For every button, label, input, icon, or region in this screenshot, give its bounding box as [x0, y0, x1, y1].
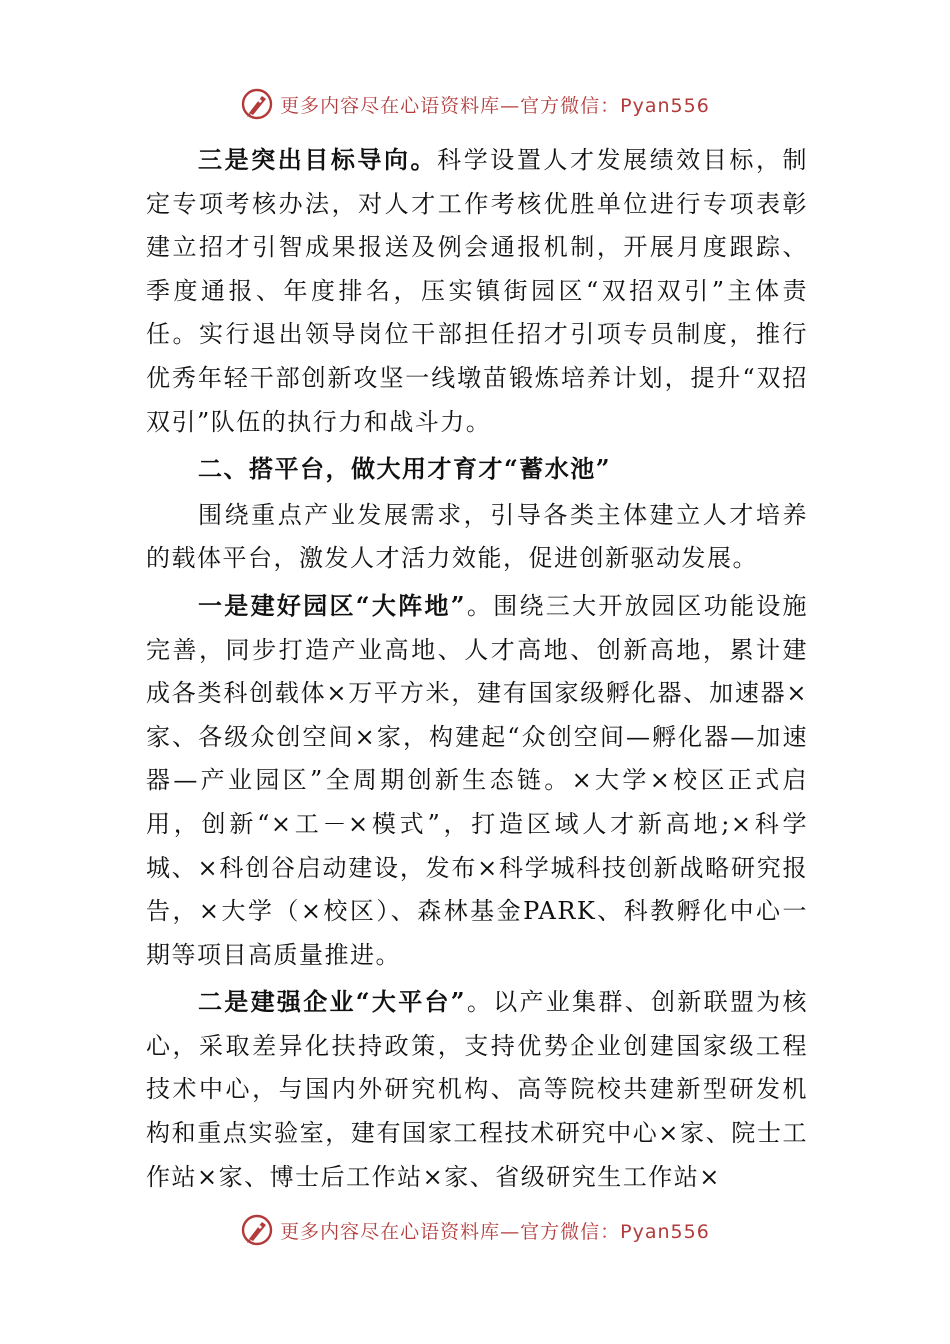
paragraph-lead: 一是建好园区“大阵地”: [198, 590, 467, 620]
section-heading: 二、搭平台，做大用才育才“蓄水池”: [198, 454, 612, 484]
paragraph-text: 。围绕三大开放园区功能设施完善，同步打造产业高地、人才高地、创新高地，累计建成各类科创载体×万平方米，建有国家级孵化器、加速器×家、各级众创空间×家，构建起“众创空间—孵化器—加速器—产业园区”全周期创新生态链。×大学×校区正式启用，创新“×工－×模式”，打造区域人才新高地;×科学城、×科创谷启动建设，发布×科学城科技创新战略研究报告，×大学（×校区）、森林基金PARK、科教孵化中心一期等项目高质量推进。: [146, 591, 809, 969]
paragraph-lead: 二是建强企业“大平台”: [198, 987, 467, 1017]
wechat-id: Pyan556: [620, 1220, 710, 1243]
pen-nib-logo-icon: [240, 1213, 274, 1247]
paragraph-intro: 围绕重点产业发展需求，引导各类主体建立人才培养的载体平台，激发人才活力效能，促进创新驱动发展。: [146, 500, 808, 573]
footer-banner: [0, 1210, 950, 1250]
paragraph-goal-orientation: [146, 138, 808, 444]
pen-nib-logo-icon: [240, 87, 274, 121]
banner-text: 更多内容尽在心语资料库—官方微信：Pyan556: [280, 1220, 710, 1243]
document-body: [146, 138, 808, 1202]
paragraph-text: 科学设置人才发展绩效目标，制定专项考核办法，对人才工作考核优胜单位进行专项表彰建立招才引智成果报送及例会通报机制，开展月度跟踪、季度通报、年度排名，压实镇街园区“双招双引”主体责任。实行退出领导岗位干部担任招才引项专员制度，推行优秀年轻干部创新攻坚一线墩苗锻炼培养计划，提升“双招双引”队伍的执行力和战斗力。: [146, 146, 809, 436]
banner-text: 更多内容尽在心语资料库—官方微信：Pyan556: [280, 94, 710, 117]
paragraph-park: [146, 584, 808, 977]
header-banner: [0, 84, 950, 124]
paragraph-enterprise: [146, 980, 808, 1199]
paragraph-text: 。以产业集群、创新联盟为核心，采取差异化扶持政策，支持优势企业创建国家级工程技术中心，与国内外研究机构、高等院校共建新型研发机构和重点实验室，建有国家工程技术研究中心×家、院士工作站×家、博士后工作站×家、省级研究生工作站×: [146, 988, 809, 1191]
wechat-id: Pyan556: [620, 94, 710, 117]
paragraph-lead: 三是突出目标导向。: [198, 145, 438, 174]
